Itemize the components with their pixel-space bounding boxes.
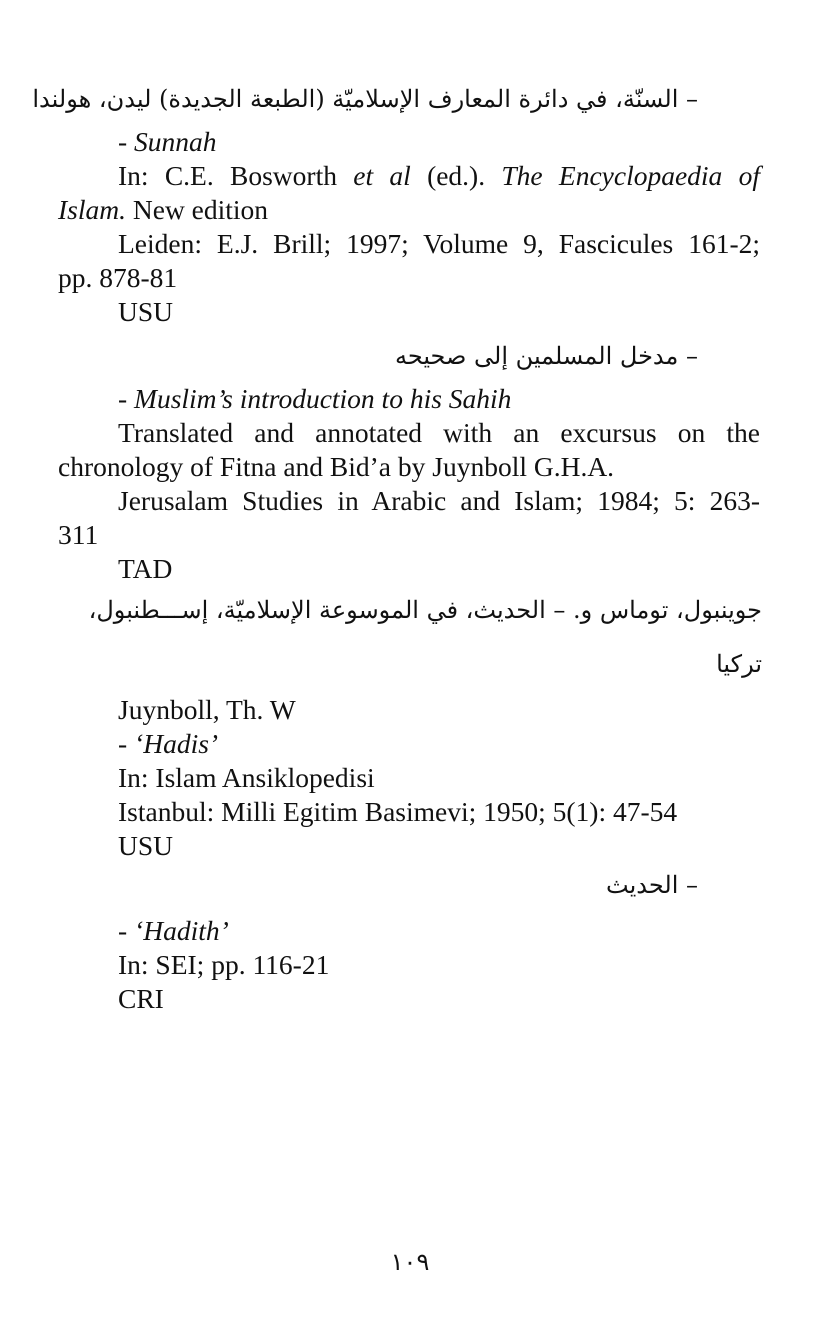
entry-code: TAD [118, 553, 173, 584]
entry-description: Translated and annotated with an excursus on the [118, 417, 760, 448]
entry-code: USU [118, 296, 174, 327]
entry-title: - ‘Hadis’ [118, 728, 219, 759]
entry-title: - ‘Hadith’ [118, 915, 229, 946]
entry-title: - Sunnah [118, 126, 217, 157]
entry-in-line: In: Islam Ansiklopedisi [118, 762, 375, 793]
entry-hadis [58, 693, 760, 863]
arabic-author-line: جوينبول، توماس و. – الحديث، في الموسوعة الإسلاميّة، إســـطنبول، [88, 596, 762, 624]
entry-in-line: In: C.E. Bosworth et al (ed.). The Encyclopaedia of [118, 160, 760, 191]
author-name: Juynboll, Th. W [118, 694, 296, 725]
entry-in-line: In: SEI; pp. 116-21 [118, 949, 330, 980]
entry-title: - Muslim’s introduction to his Sahih [118, 383, 512, 414]
entry-journal-cont: 311 [58, 519, 99, 550]
entry-hadith [58, 914, 760, 1016]
entry-publisher: Leiden: E.J. Brill; 1997; Volume 9, Fascicules 161-2; [118, 228, 760, 259]
entry-in-line-cont: Islam. New edition [58, 194, 269, 225]
entry-publisher: Istanbul: Milli Egitim Basimevi; 1950; 5(1): 47-54 [118, 796, 678, 827]
entry-code: CRI [118, 983, 164, 1014]
page-number: ١٠٩ [390, 1248, 430, 1276]
arabic-entry-hadith: – الحديث [606, 871, 698, 899]
arabic-author-line-cont: تركيا [716, 650, 762, 678]
arabic-entry-muslim: – مدخل المسلمين إلى صحيحه [394, 342, 698, 370]
arabic-entry-sunnah: – السنّة، في دائرة المعارف الإسلاميّة (الطبعة الجديدة) ليدن، هولندا [32, 85, 698, 113]
entry-sunnah [58, 125, 760, 329]
entry-code: USU [118, 830, 174, 861]
entry-description-cont: chronology of Fitna and Bid’a by Juynboll G.H.A. [58, 451, 615, 482]
entry-journal: Jerusalam Studies in Arabic and Islam; 1984; 5: 263- [118, 485, 760, 516]
entry-muslim [58, 382, 760, 586]
entry-pages: pp. 878-81 [58, 262, 178, 293]
